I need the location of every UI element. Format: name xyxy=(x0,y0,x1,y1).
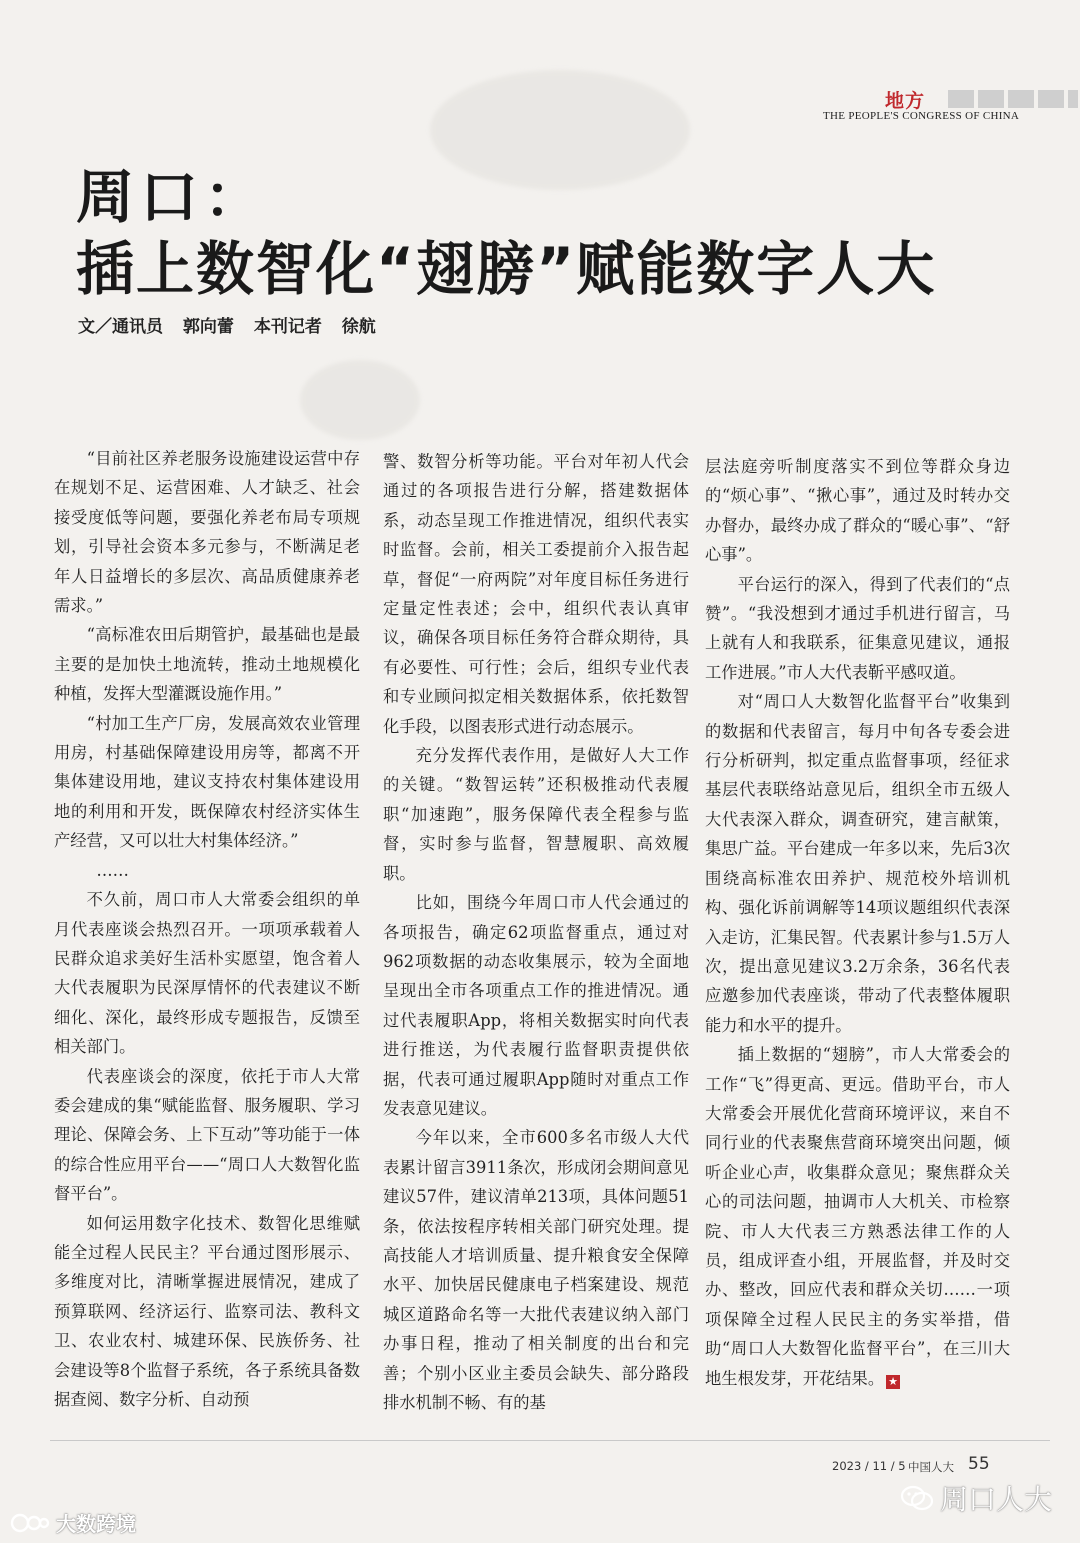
issue-date: 2023 / 11 / 5 xyxy=(832,1459,906,1473)
paragraph-ellipsis: …… xyxy=(96,860,129,880)
paragraph: 今年以来，全市600多名市级人大代表累计留言3911条次，形成闭会期间意见建议57件，建议清单213项，具体问题51条，依法按程序转相关部门研究处理。提高技能人才培训质量、提升粮食安全保障水平、加快居民健康电子档案建设、规范城区道路命名等一大批代表建议纳入部门办事日程，推动了相关制度的出台和完善；个别小区业主委员会缺失、部分路段排水机制不畅、有的基 xyxy=(383,1128,689,1412)
brand-logo-icon xyxy=(10,1511,50,1535)
byline-author-1: 郭向蕾 xyxy=(182,317,234,337)
scan-shadow xyxy=(300,360,420,440)
byline-role-2: 本刊记者 xyxy=(253,317,322,337)
paragraph: 平台运行的深入，得到了代表们的“点赞”。“我没想到才通过手机进行留言，马上就有人和我联系，征集意见建议，通报工作进展。”市人大代表靳平感叹道。 xyxy=(705,574,1010,682)
paragraph: 代表座谈会的深度，依托于市人大常委会建成的集“赋能监督、服务履职、学习理论、保障会务、上下互动”等功能于一体的综合性应用平台——“周口人大数智化监督平台”。 xyxy=(54,1066,360,1204)
end-mark-icon: ★ xyxy=(886,1375,900,1389)
source-name: 大数跨境 xyxy=(56,1512,136,1536)
paragraph: 对“周口人大数智化监督平台”收集到的数据和代表留言，每月中旬各专委会进行分析研判，拟定重点监督事项，经征求基层代表联络站意见后，组织全市五级人大代表深入群众，调查研究，建言献策，集思广益。平台建成一年多以来，先后3次围绕高标准农田养护、规范校外培训机构、强化诉前调解等14项议题组织代表深入走访，汇集民智。代表累计参与1.5万人次，提出意见建议3.2万余条，36名代表应邀参加代表座谈，带动了代表整体履职能力和水平的提升。 xyxy=(705,692,1010,1035)
paragraph: 充分发挥代表作用，是做好人大工作的关键。“数智运转”还积极推动代表履职“加速跑”，服务保障代表全程参与监督，实时参与监督，智慧履职、高效履职。 xyxy=(383,746,689,883)
paragraph: “村加工生产厂房，发展高效农业管理用房，村基础保障建设用房等，都离不开集体建设用地，建议支持农村集体建设用地的利用和开发，既保障农村经济实体生产经营，又可以壮大村集体经济。” xyxy=(54,713,360,851)
paragraph-continued: 警、数智分析等功能。平台对年初人代会通过的各项报告进行分解，搭建数据体系，动态呈现工作推进情况，组织代表实时监督。会前，相关工委提前介入报告起草，督促“一府两院”对年度目标任务进行定量定性表述；会中，组织代表认真审议，确保各项目标任务符合群众期待，具有必要性、可行性；会后，组织专业代表和专业顾问拟定相关数据体系，依托数智化手段，以图表形式进行动态展示。 xyxy=(383,452,689,736)
section-label: 地方 xyxy=(885,90,926,112)
headline-line-2: 插上数智化“翅膀”赋能数字人大 xyxy=(76,235,937,303)
magazine-name-cn: 中国人大 xyxy=(908,1460,954,1474)
header-decoration xyxy=(948,90,1078,108)
scan-shadow xyxy=(430,70,690,190)
magazine-name-en: THE PEOPLE'S CONGRESS OF CHINA xyxy=(823,110,1020,122)
wechat-watermark xyxy=(900,1478,1052,1518)
page-number: 55 xyxy=(968,1454,990,1474)
byline xyxy=(78,312,390,337)
article-column-3 xyxy=(705,452,1010,1452)
paragraph-final xyxy=(705,1040,1010,1393)
article-column-1 xyxy=(54,444,360,1444)
byline-author-2: 徐航 xyxy=(341,317,376,337)
paragraph: “目前社区养老服务设施建设运营中存在规划不足、运营困难、人才缺乏、社会接受度低等问题，要强化养老布局专项规划，引导社会资本多元参与，不断满足老年人日益增长的多层次、高品质健康养老需求。” xyxy=(54,449,360,616)
article-column-2 xyxy=(383,447,689,1447)
paragraph: “高标准农田后期管护，最基础也是最主要的是加快土地流转，推动土地规模化种植，发挥大型灌溉设施作用。” xyxy=(54,625,360,704)
byline-prefix: 文／通讯员 xyxy=(78,317,163,337)
wechat-account-name: 周口人大 xyxy=(940,1483,1053,1516)
source-watermark xyxy=(10,1508,136,1537)
headline-line-1: 周口： xyxy=(76,163,269,231)
final-paragraph-text: 插上数据的“翅膀”，市人大常委会的工作“飞”得更高、更远。借助平台，市人大常委会开展优化营商环境评议，来自不同行业的代表聚焦营商环境突出问题，倾听企业心声，收集群众意见；聚焦群众关心的司法问题，抽调市人大机关、市检察院、市人大代表三方熟悉法律工作的人员，组成评查小组，开展监督，并及时交办、整改，回应代表和群众关切……一项项保障全过程人民民主的务实举措，借助“周口人大数智化监督平台”，在三川大地生根发芽，开花结果。 xyxy=(705,1045,1010,1388)
paragraph: 不久前，周口市人大常委会组织的单月代表座谈会热烈召开。一项项承载着人民群众追求美好生活朴实愿望，饱含着人大代表履职为民深厚情怀的代表建议不断细化、深化，最终形成专题报告，反馈至相关部门。 xyxy=(54,890,360,1057)
paragraph-continued: 层法庭旁听制度落实不到位等群众身边的“烦心事”、“揪心事”，通过及时转办交办督办，最终办成了群众的“暖心事”、“舒心事”。 xyxy=(705,457,1010,565)
paragraph: 如何运用数字化技术、数智化思维赋能全过程人民民主？平台通过图形展示、多维度对比，清晰掌握进展情况，建成了预算联网、经济运行、监察司法、教科文卫、农业农村、城建环保、民族侨务、社会建设等8个监督子系统，各子系统具备数据查阅、数字分析、自动预 xyxy=(54,1213,360,1409)
wechat-icon xyxy=(900,1484,934,1512)
footer-rule xyxy=(50,1440,1050,1441)
paragraph: 比如，围绕今年周口市人代会通过的各项报告，确定62项监督重点，通过对962项数据的动态收集展示，较为全面地呈现出全市各项重点工作的推进情况。通过代表履职App，将相关数据实时向代表进行推送，为代表履行监督职责提供依据，代表可通过履职App随时对重点工作发表意见建议。 xyxy=(383,893,689,1118)
